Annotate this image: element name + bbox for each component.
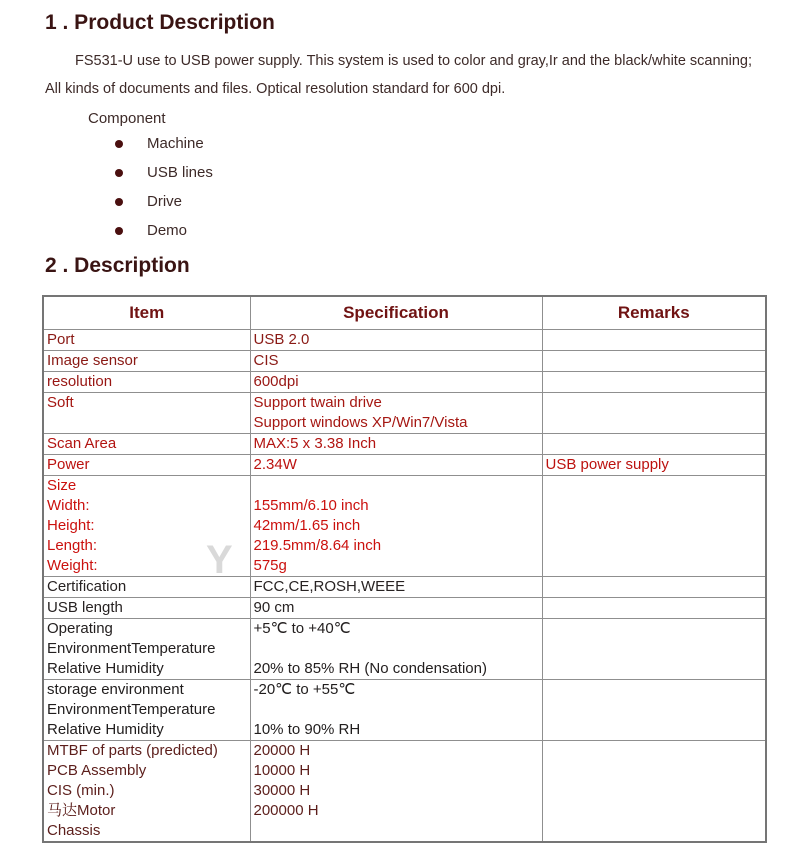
table-row (43, 433, 766, 454)
table-row (43, 329, 766, 350)
cell-line (546, 476, 764, 496)
table-row (43, 454, 766, 475)
cell-line (546, 330, 764, 350)
cell-line: 20000 H (253, 741, 311, 759)
product-description-paragraph: FS531-U use to USB power supply. This system is used to color and gray,Ir and the black/white scanning; All kinds of documents and files. Optical resolution standard for 600 dpi. (45, 53, 752, 97)
cell-item (43, 475, 250, 576)
section-title-product-description: 1 . Product Description (45, 11, 275, 34)
bullet-icon (115, 227, 123, 235)
cell-spec (250, 454, 542, 475)
cell-line (546, 741, 764, 761)
section-title-description: 2 . Description (45, 254, 190, 277)
cell-line (546, 393, 764, 413)
cell-remarks (542, 576, 766, 597)
table-row (43, 679, 766, 740)
component-item (115, 158, 790, 187)
cell-item (43, 740, 250, 842)
cell-spec (250, 597, 542, 618)
cell-line: EnvironmentTemperature (47, 700, 216, 718)
cell-item (43, 433, 250, 454)
cell-line: 2.34W (253, 455, 297, 473)
cell-line (546, 372, 764, 392)
cell-spec (250, 350, 542, 371)
cell-line: USB length (47, 598, 123, 616)
cell-line (546, 619, 764, 639)
table-row (43, 475, 766, 576)
cell-spec (250, 679, 542, 740)
table-row (43, 371, 766, 392)
cell-remarks (542, 740, 766, 842)
cell-remarks (542, 454, 766, 475)
cell-remarks (542, 433, 766, 454)
cell-line (254, 476, 540, 496)
cell-spec (250, 329, 542, 350)
cell-line: Power (47, 455, 90, 473)
cell-line (254, 700, 540, 720)
component-item-label: Machine (147, 135, 204, 152)
cell-spec (250, 392, 542, 433)
cell-item (43, 392, 250, 433)
cell-line (254, 821, 540, 841)
cell-line: CIS (min.) (47, 781, 115, 799)
cell-spec (250, 475, 542, 576)
cell-line: Weight: (47, 556, 98, 574)
table-row (43, 576, 766, 597)
cell-spec (250, 371, 542, 392)
cell-remarks (542, 392, 766, 433)
component-item-label: Drive (147, 193, 183, 210)
cell-line: 200000 H (253, 801, 319, 819)
cell-line (546, 598, 764, 618)
cell-line: Support windows XP/Win7/Vista (253, 413, 468, 431)
cell-item (43, 597, 250, 618)
cell-line: Width: (47, 496, 90, 514)
table-row (43, 350, 766, 371)
spec-table-body (43, 329, 766, 842)
cell-line: storage environment (47, 680, 184, 698)
component-item (115, 129, 790, 158)
bullet-icon (115, 140, 123, 148)
cell-item (43, 576, 250, 597)
cell-line: Relative Humidity (47, 659, 164, 677)
cell-line: PCB Assembly (47, 761, 147, 779)
table-row (43, 618, 766, 679)
cell-line: MAX:5 x 3.38 Inch (253, 434, 377, 452)
cell-item (43, 371, 250, 392)
cell-line: 219.5mm/8.64 inch (253, 536, 382, 554)
table-header-row (43, 296, 766, 329)
cell-line: Port (47, 330, 75, 348)
cell-line: EnvironmentTemperature (47, 639, 216, 657)
table-row (43, 597, 766, 618)
cell-line (546, 577, 764, 597)
cell-spec (250, 740, 542, 842)
col-header-remarks: Remarks (542, 296, 766, 329)
component-item-label: Demo (147, 222, 188, 239)
cell-line: Chassis (47, 821, 101, 839)
watermark: Y (206, 538, 233, 582)
cell-line: 155mm/6.10 inch (253, 496, 369, 514)
cell-remarks (542, 618, 766, 679)
cell-spec (250, 576, 542, 597)
cell-line: 42mm/1.65 inch (253, 516, 361, 534)
cell-line: resolution (47, 372, 113, 390)
cell-item (43, 329, 250, 350)
bullet-icon (115, 198, 123, 206)
cell-line (254, 639, 540, 659)
cell-item (43, 454, 250, 475)
cell-line (546, 680, 764, 700)
cell-line: Certification (47, 577, 127, 595)
component-item (115, 187, 790, 216)
cell-line: Length: (47, 536, 98, 554)
cell-line (546, 434, 764, 454)
cell-item (43, 679, 250, 740)
cell-line (546, 351, 764, 371)
cell-line: Scan Area (47, 434, 117, 452)
cell-line: FCC,CE,ROSH,WEEE (253, 577, 406, 595)
component-item (115, 216, 790, 245)
cell-spec (250, 433, 542, 454)
cell-line: 600dpi (253, 372, 299, 390)
cell-remarks (542, 371, 766, 392)
cell-line: Image sensor (47, 351, 138, 369)
component-label: Component (88, 110, 166, 127)
component-item-label: USB lines (147, 164, 213, 181)
cell-line: Size (47, 476, 77, 494)
cell-item (43, 350, 250, 371)
cell-item (43, 618, 250, 679)
cell-line: Height: (47, 516, 95, 534)
col-header-item: Item (43, 296, 250, 329)
cell-remarks (542, 679, 766, 740)
cell-line: 10000 H (253, 761, 311, 779)
cell-line: 575g (253, 556, 287, 574)
cell-remarks (542, 350, 766, 371)
cell-remarks (542, 329, 766, 350)
cell-line: USB 2.0 (253, 330, 310, 348)
cell-line: Support twain drive (253, 393, 382, 411)
cell-line: -20℃ to +55℃ (253, 680, 356, 698)
table-row (43, 392, 766, 433)
cell-line: 30000 H (253, 781, 311, 799)
cell-line: USB power supply (545, 455, 669, 473)
cell-spec (250, 618, 542, 679)
cell-line: 10% to 90% RH (253, 720, 361, 738)
cell-line: Soft (47, 393, 74, 411)
table-row (43, 740, 766, 842)
cell-line: Relative Humidity (47, 720, 164, 738)
cell-line: CIS (253, 351, 279, 369)
cell-remarks (542, 597, 766, 618)
cell-line: +5℃ to +40℃ (253, 619, 351, 637)
component-list (0, 129, 790, 245)
bullet-icon (115, 169, 123, 177)
cell-line: 马达Motor (47, 801, 116, 819)
cell-line: 90 cm (253, 598, 295, 616)
spec-table (42, 295, 767, 843)
cell-line: 20% to 85% RH (No condensation) (253, 659, 487, 677)
cell-remarks (542, 475, 766, 576)
cell-line: MTBF of parts (predicted) (47, 741, 218, 759)
col-header-specification: Specification (250, 296, 542, 329)
cell-line: Operating (47, 619, 113, 637)
